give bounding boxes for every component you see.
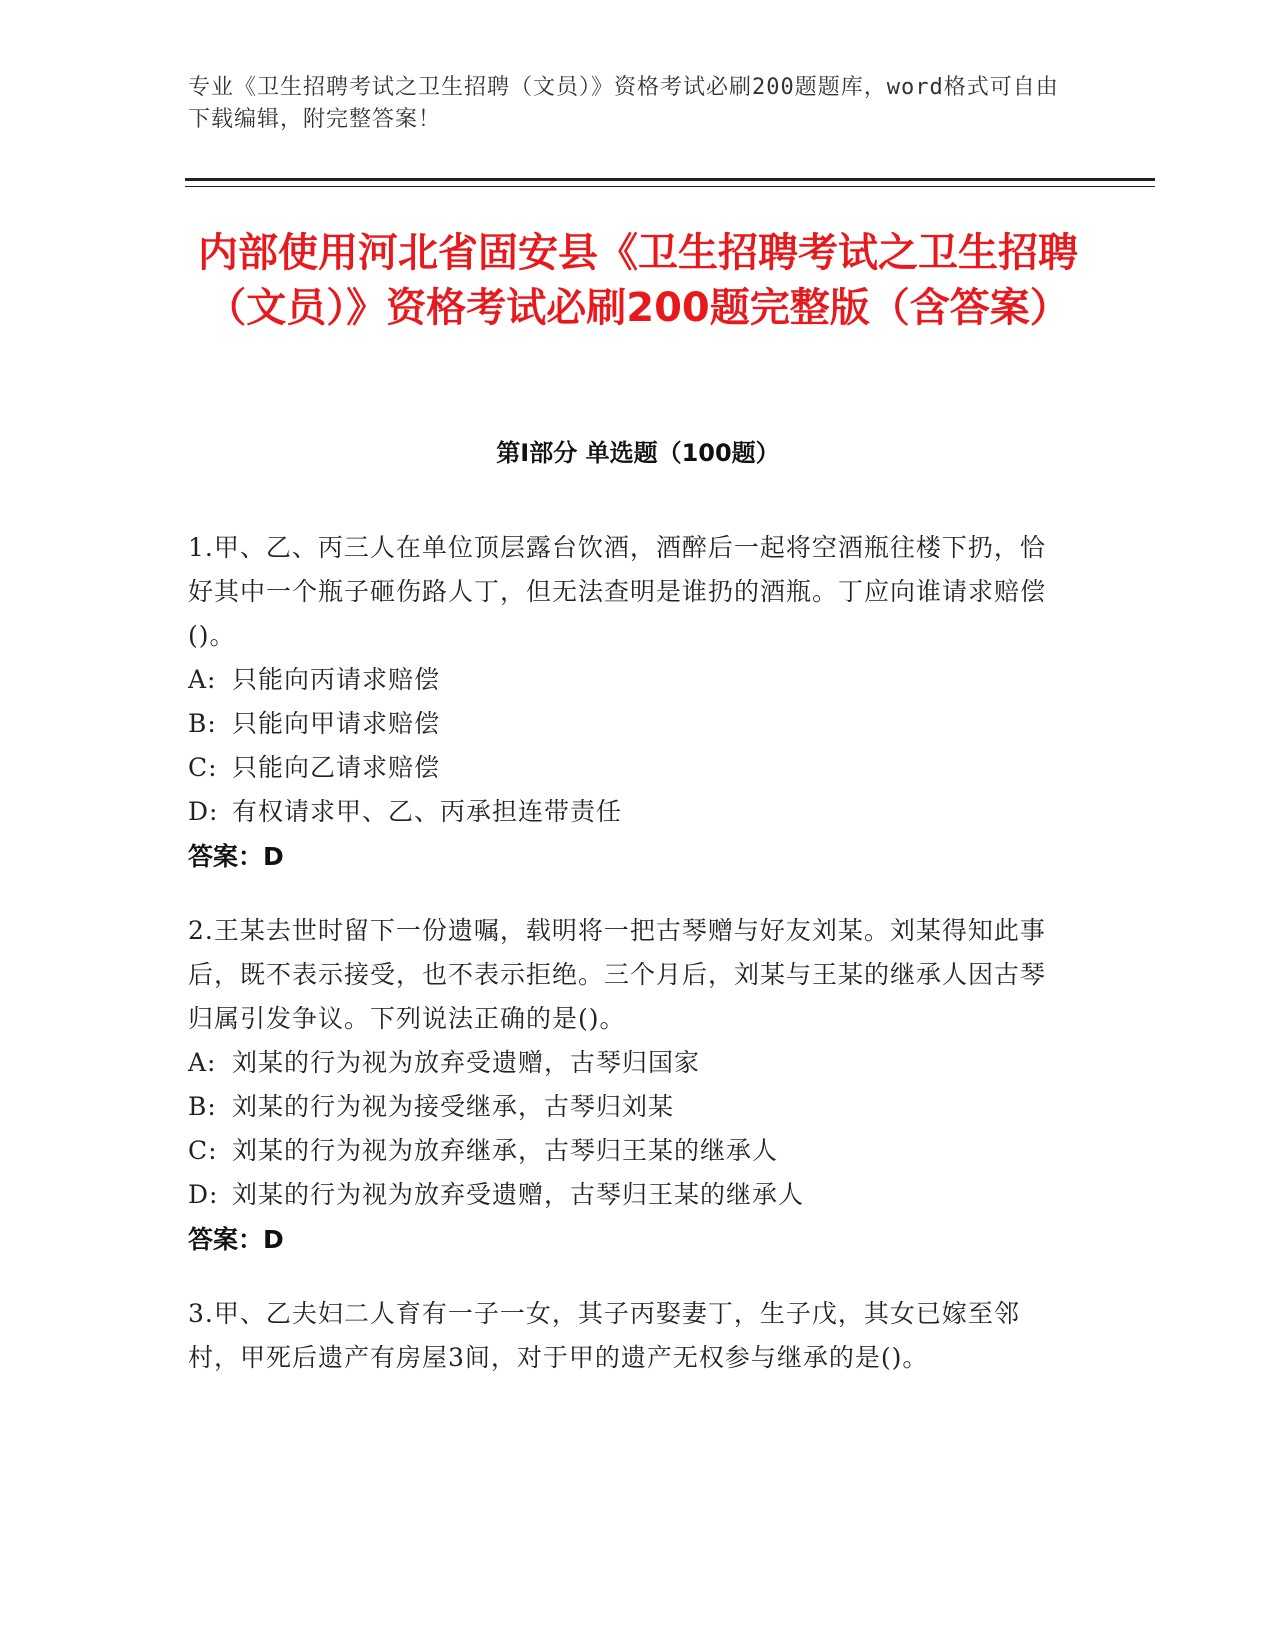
option-b xyxy=(188,1085,1068,1129)
option-c xyxy=(188,1129,1068,1173)
answer-line: 答案：D xyxy=(188,842,284,871)
question-stem: 1.甲、乙、丙三人在单位顶层露台饮酒，酒醉后一起将空酒瓶往楼下扔，恰好其中一个瓶子砸伤路人丁，但无法查明是谁扔的酒瓶。丁应向谁请求赔偿()。 xyxy=(188,533,1047,650)
option-b xyxy=(188,702,1068,746)
option-letter: D: xyxy=(188,797,219,826)
option-d xyxy=(188,790,1068,834)
option-text: 刘某的行为视为放弃受遗赠，古琴归国家 xyxy=(232,1048,701,1077)
document-title: 内部使用河北省固安县《卫生招聘考试之卫生招聘（文员）》资格考试必刷200题完整版（含答案） xyxy=(198,230,1078,331)
header-note: 专业《卫生招聘考试之卫生招聘（文员）》资格考试必刷200题题库，word格式可自由下载编辑，附完整答案！ xyxy=(188,75,1059,132)
option-letter: D: xyxy=(188,1180,219,1209)
option-text: 只能向乙请求赔偿 xyxy=(232,753,441,782)
question-3 xyxy=(188,1292,1068,1380)
option-letter: B: xyxy=(188,1092,217,1121)
question-stem: 3.甲、乙夫妇二人育有一子一女，其子丙娶妻丁，生子戊，其女已嫁至邻村，甲死后遗产有房屋3间，对于甲的遗产无权参与继承的是()。 xyxy=(188,1299,1020,1372)
question-stem: 2.王某去世时留下一份遗嘱，载明将一把古琴赠与好友刘某。刘某得知此事后，既不表示接受，也不表示拒绝。三个月后，刘某与王某的继承人因古琴归属引发争议。下列说法正确的是()。 xyxy=(188,916,1047,1033)
option-letter: A: xyxy=(188,665,217,694)
question-list xyxy=(188,526,1068,1409)
option-a xyxy=(188,658,1068,702)
answer-line: 答案：D xyxy=(188,1225,284,1254)
option-letter: C: xyxy=(188,753,218,782)
header-rule-thin xyxy=(185,186,1155,187)
question-1 xyxy=(188,526,1068,880)
header-rule-thick xyxy=(185,178,1155,181)
option-c xyxy=(188,746,1068,790)
option-d xyxy=(188,1173,1068,1217)
option-text: 刘某的行为视为放弃受遗赠，古琴归王某的继承人 xyxy=(232,1180,805,1209)
option-text: 只能向丙请求赔偿 xyxy=(232,665,441,694)
option-text: 只能向甲请求赔偿 xyxy=(232,709,441,738)
option-text: 刘某的行为视为接受继承，古琴归刘某 xyxy=(232,1092,675,1121)
question-2 xyxy=(188,909,1068,1263)
option-a xyxy=(188,1041,1068,1085)
option-letter: A: xyxy=(188,1048,217,1077)
option-letter: C: xyxy=(188,1136,218,1165)
option-text: 刘某的行为视为放弃继承，古琴归王某的继承人 xyxy=(232,1136,779,1165)
option-letter: B: xyxy=(188,709,217,738)
option-text: 有权请求甲、乙、丙承担连带责任 xyxy=(232,797,623,826)
section-title: 第Ⅰ部分 单选题（100题） xyxy=(496,439,780,467)
